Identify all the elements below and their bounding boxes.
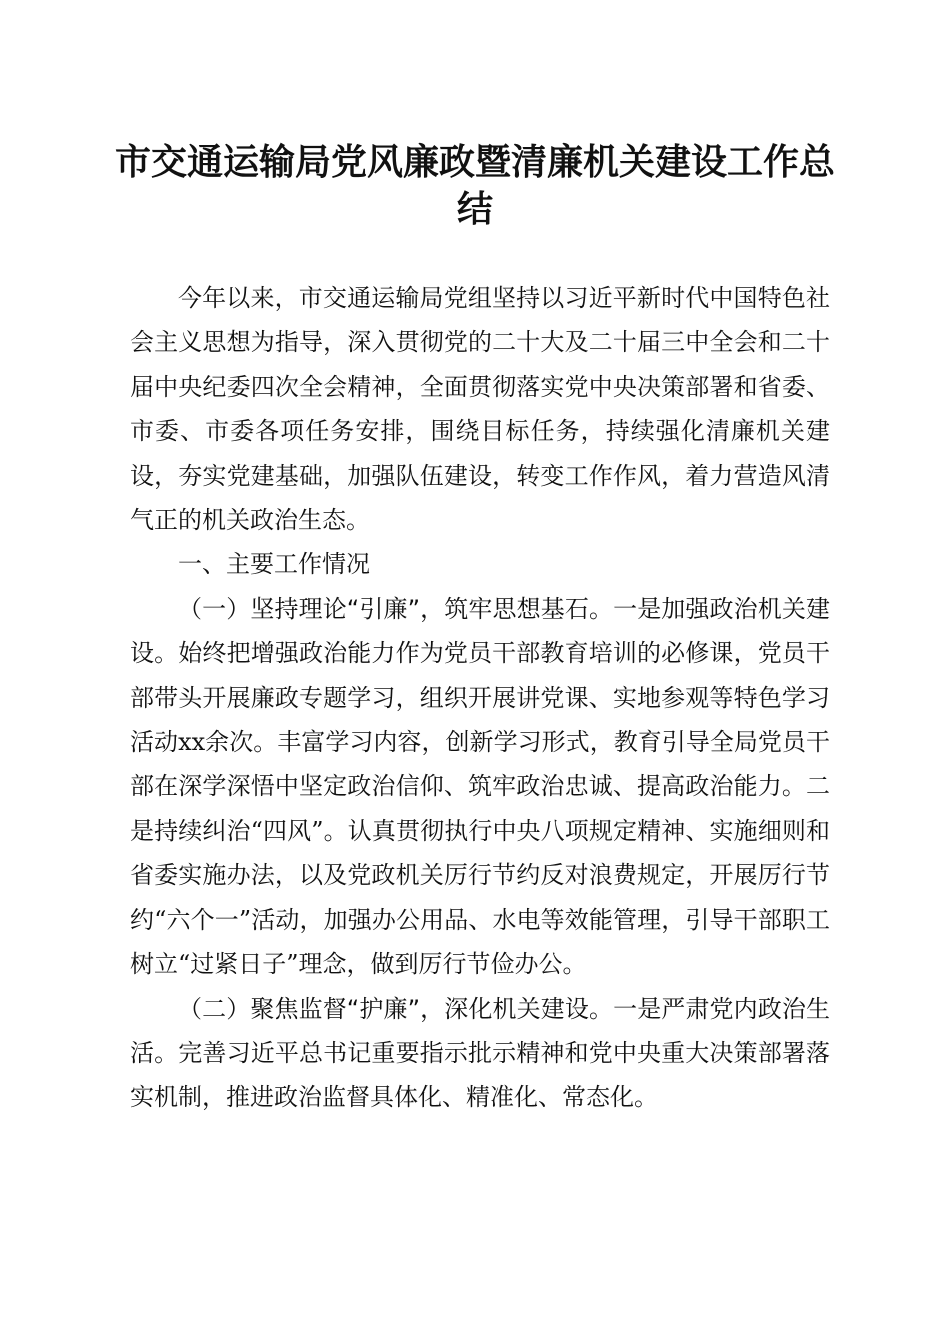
- subsection-2-heading: （二）聚焦监督“护廉”，深化机关建设。: [178, 994, 614, 1023]
- document-body: [130, 276, 830, 1120]
- intro-paragraph: 今年以来，市交通运输局党组坚持以习近平新时代中国特色社会主义思想为指导，深入贯彻党的二十大及二十届三中全会和二十届中央纪委四次全会精神，全面贯彻落实党中央决策部署和省委、市委、市委各项任务安排，围绕目标任务，持续强化清廉机关建设，夯实党建基础，加强队伍建设，转变工作作风，着力营造风清气正的机关政治生态。: [130, 284, 830, 535]
- document-title-line-1: 市交通运输局党风廉政暨清廉机关建设工作总: [114, 141, 835, 183]
- subsection-1-paragraph: [130, 587, 830, 987]
- section-heading-main-work: 一、主要工作情况: [178, 550, 370, 579]
- subsection-1-heading: （一）坚持理论“引廉”，筑牢思想基石。: [178, 594, 614, 623]
- subsection-2-paragraph: [130, 987, 830, 1120]
- subsection-1-text: 一是加强政治机关建设。始终把增强政治能力作为党员干部教育培训的必修课，党员干部带头开展廉政专题学习，组织开展讲党课、实地参观等特色学习活动xx余次。丰富学习内容，创新学习形式，教育引导全局党员干部在深学深悟中坚定政治信仰、筑牢政治忠诚、提高政治能力。二是持续纠治“四风”。认真贯彻执行中央八项规定精神、实施细则和省委实施办法，以及党政机关厉行节约反对浪费规定，开展厉行节约“六个一”活动，加强办公用品、水电等效能管理，引导干部职工树立“过紧日子”理念，做到厉行节俭办公。: [130, 594, 831, 979]
- document-title-line-2: 结: [456, 188, 493, 230]
- subsection-2-text: 一是严肃党内政治生活。完善习近平总书记重要指示批示精神和党中央重大决策部署落实机制，推进政治监督具体化、精准化、常态化。: [130, 994, 831, 1112]
